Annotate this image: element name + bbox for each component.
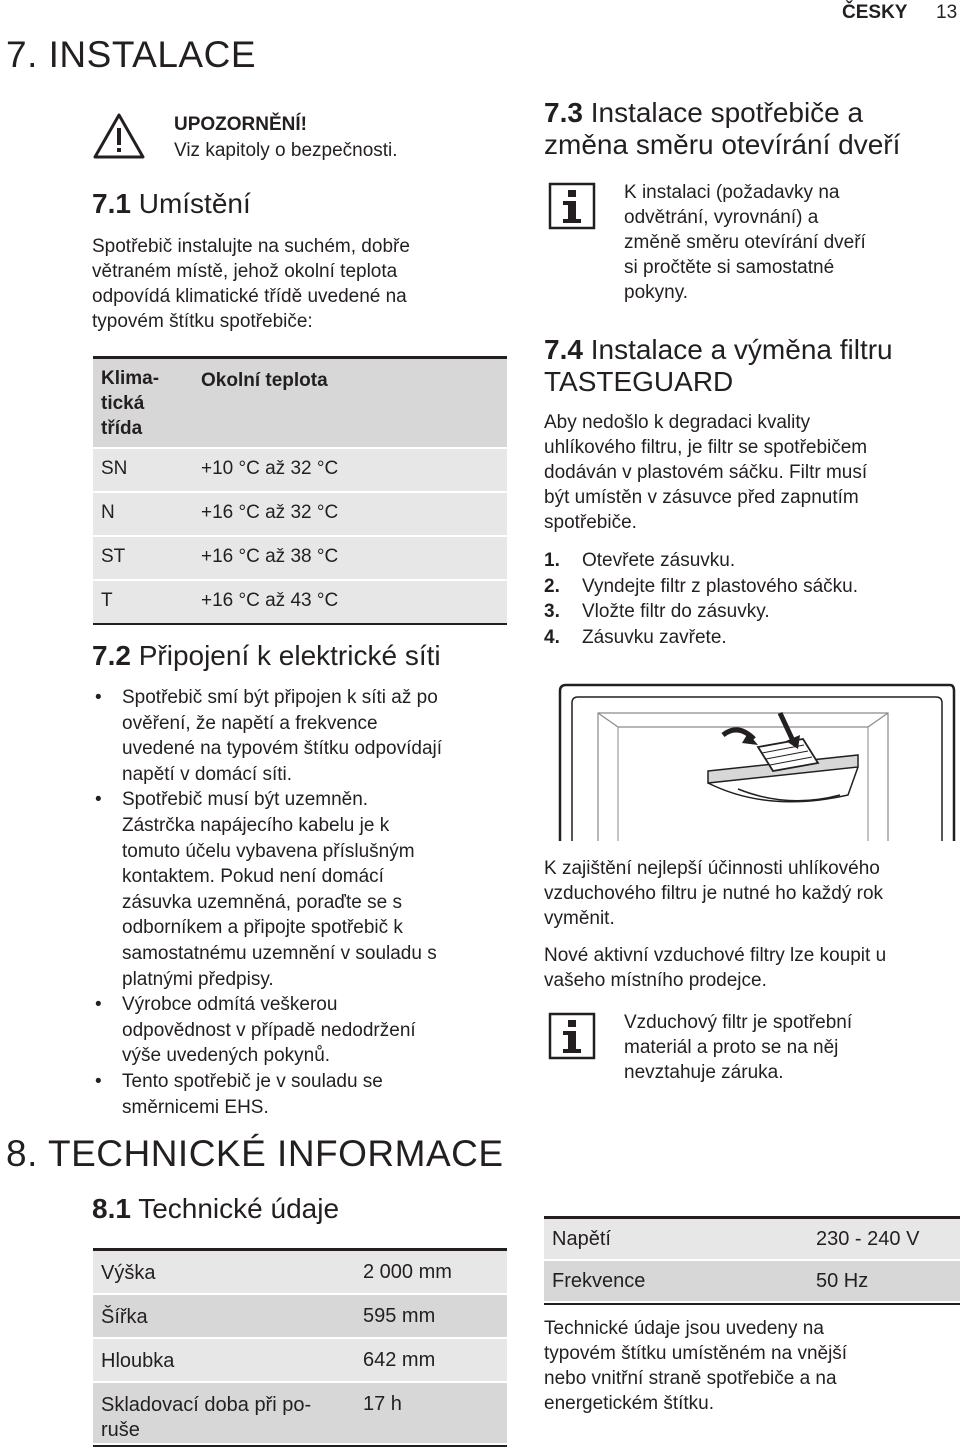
section-7-2-num: 7.2 <box>92 640 131 671</box>
section-7-4-info <box>624 1010 852 1085</box>
cell-temperature: +10 °C až 32 °C <box>201 458 339 479</box>
info-line: odvětrání, vyrovnání) a <box>624 207 819 228</box>
list-item <box>92 685 512 787</box>
paragraph-line: Nové aktivní vzduchové filtry lze koupit u <box>544 945 887 966</box>
paragraph-line: větraném místě, jehož okolní teplota <box>92 261 398 282</box>
climate-class-table <box>93 356 507 625</box>
cell-class: ST <box>101 546 126 567</box>
step-text: Zásuvku zavřete. <box>582 626 727 648</box>
table-rule <box>93 1445 507 1447</box>
cell-line: ruše <box>101 1419 140 1441</box>
cell-temperature: +16 °C až 38 °C <box>201 546 339 567</box>
note-line: Technické údaje jsou uvedeny na <box>544 1318 824 1339</box>
section-7-1-paragraph <box>92 234 410 334</box>
list-line: zásuvka uzemněná, poraďte se s <box>122 891 402 913</box>
list-line: Výrobce odmítá veškerou <box>122 994 338 1016</box>
table-row <box>544 1219 960 1261</box>
note-line: energetickém štítku. <box>544 1393 715 1414</box>
step-item <box>544 599 944 625</box>
section-8-1-title <box>92 1193 339 1225</box>
header-language: ČESKY <box>842 2 908 23</box>
step-text: Vložte filtr do zásuvky. <box>582 601 770 622</box>
table-row <box>544 1261 960 1303</box>
note-line: nebo vnitřní straně spotřebiče a na <box>544 1368 837 1389</box>
section-7-title: 7. INSTALACE <box>6 34 257 75</box>
cell-value: 2 000 mm <box>363 1261 452 1283</box>
paragraph-line: K zajištění nejlepší účinnosti uhlíkového <box>544 858 880 879</box>
warning-text: Viz kapitoly o bezpečnosti. <box>174 140 398 161</box>
cell-parameter: Hloubka <box>101 1350 175 1372</box>
paragraph-line: Aby nedošlo k degradaci kvality <box>544 412 811 433</box>
list-line: výše uvedených pokynů. <box>122 1045 331 1067</box>
step-number: 2. <box>544 575 560 597</box>
cell-parameter: Napětí <box>552 1228 611 1250</box>
section-7-2-title <box>92 640 441 672</box>
table-rule <box>93 623 507 625</box>
cell-value: 595 mm <box>363 1305 436 1327</box>
cell-parameter: Šířka <box>101 1306 148 1328</box>
list-line: uvedené na typovém štítku odpovídají <box>122 738 443 760</box>
info-line: Vzduchový filtr je spotřební <box>624 1012 853 1033</box>
paragraph-line: typovém štítku spotřebiče: <box>92 311 313 332</box>
header-ambient-temperature: Okolní teplota <box>201 370 328 391</box>
step-item <box>544 574 944 600</box>
cell-temperature: +16 °C až 32 °C <box>201 502 339 523</box>
paragraph-line: Spotřebič instalujte na suchém, dobře <box>92 236 410 257</box>
section-7-3-text-line2: změna směru otevírání dveří <box>544 129 901 160</box>
table-row <box>93 1383 507 1445</box>
cell-parameter <box>101 1393 351 1443</box>
list-line: kontaktem. Pokud není domácí <box>122 866 384 888</box>
step-number: 3. <box>544 601 560 622</box>
warning-triangle-icon <box>92 112 146 160</box>
list-line: platnými předpisy. <box>122 968 274 990</box>
paragraph-line: uhlíkového filtru, je filtr se spotřebičem <box>544 437 868 458</box>
paragraph-line: vyměnit. <box>544 908 615 929</box>
step-item <box>544 548 944 574</box>
electrical-data-table <box>544 1216 960 1305</box>
filter-install-steps <box>544 548 944 650</box>
step-text: Otevřete zásuvku. <box>582 550 736 571</box>
list-line: ověření, že napětí a frekvence <box>122 712 378 734</box>
cell-value: 17 h <box>363 1393 402 1415</box>
step-text: Vyndejte filtr z plastového sáčku. <box>582 575 858 597</box>
section-7-1-num: 7.1 <box>92 188 131 219</box>
cell-class: T <box>101 590 113 611</box>
section-7-3-num: 7.3 <box>544 97 583 128</box>
note-line: typovém štítku umístěném na vnější <box>544 1343 848 1364</box>
list-item <box>92 1069 512 1120</box>
list-item <box>92 992 512 1069</box>
section-7-4-text-line2: TASTEGUARD <box>544 366 734 397</box>
info-line: si pročtěte si samostatné <box>624 257 835 278</box>
table-row <box>93 535 507 579</box>
cell-parameter: Frekvence <box>552 1270 646 1292</box>
table-row <box>93 491 507 535</box>
section-8-1-num: 8.1 <box>92 1193 131 1224</box>
table-row <box>93 447 507 491</box>
info-line: materiál a proto se na něj <box>624 1037 839 1058</box>
cell-class: N <box>101 502 115 523</box>
technical-note <box>544 1316 847 1416</box>
section-7-4-num: 7.4 <box>544 334 583 365</box>
list-line: samostatnému uzemnění v souladu s <box>122 942 437 964</box>
list-line: napětí v domácí síti. <box>122 763 293 785</box>
header-line: Klima- <box>101 368 160 389</box>
list-line: odborníkem a připojte spotřebič k <box>122 917 403 939</box>
section-7-3-text: Instalace spotřebiče a <box>582 97 864 128</box>
list-item <box>92 787 512 992</box>
table-row <box>93 1339 507 1383</box>
info-icon <box>548 1012 596 1060</box>
step-number: 4. <box>544 626 560 648</box>
bullet-dot: • <box>95 687 102 708</box>
table-row <box>93 1251 507 1295</box>
list-line: Spotřebič smí být připojen k síti až po <box>122 687 438 708</box>
info-line: nevztahuje záruka. <box>624 1062 784 1083</box>
cell-class: SN <box>101 458 128 479</box>
header-climate-class <box>101 366 159 441</box>
section-7-4-paragraph-2 <box>544 856 883 931</box>
paragraph-line: vzduchového filtru je nutné ho každý rok <box>544 883 884 904</box>
table-rule <box>544 1303 960 1305</box>
warning-label: UPOZORNĚNÍ! <box>174 114 307 135</box>
table-row <box>93 579 507 623</box>
section-7-2-bullets <box>92 685 512 1120</box>
paragraph-line: vašeho místního prodejce. <box>544 970 767 991</box>
section-8-1-text: Technické údaje <box>130 1193 340 1224</box>
section-7-3-title <box>544 97 900 161</box>
table-row <box>93 1295 507 1339</box>
table-header <box>93 359 507 447</box>
paragraph-line: spotřebiče. <box>544 512 637 533</box>
bullet-dot: • <box>95 789 102 811</box>
step-item <box>544 625 944 651</box>
section-7-4-paragraph <box>544 410 867 535</box>
list-line: Spotřebič musí být uzemněn. <box>122 789 369 811</box>
technical-data-table <box>93 1248 507 1447</box>
section-7-4-text: Instalace a výměna filtru <box>582 334 893 365</box>
section-7-2-text: Připojení k elektrické síti <box>130 640 441 671</box>
section-8-title: 8. TECHNICKÉ INFORMACE <box>6 1133 504 1174</box>
cell-parameter: Výška <box>101 1262 156 1284</box>
cell-temperature: +16 °C až 43 °C <box>201 590 339 611</box>
list-line: Tento spotřebič je v souladu se <box>122 1070 383 1092</box>
section-7-4-paragraph-3 <box>544 943 886 993</box>
list-line: směrnicemi EHS. <box>122 1096 269 1118</box>
step-number: 1. <box>544 550 560 571</box>
paragraph-line: být umístěn v zásuvce před zapnutím <box>544 487 859 508</box>
paragraph-line: odpovídá klimatické třídě uvedené na <box>92 286 407 307</box>
header-line: tická <box>101 393 145 414</box>
list-line: tomuto účelu vybavena příslušným <box>122 840 415 862</box>
bullet-dot: • <box>95 994 102 1016</box>
cell-line: Skladovací doba při po- <box>101 1394 312 1416</box>
page-number: 13 <box>936 2 958 23</box>
list-line: Zástrčka napájecího kabelu je k <box>122 814 390 836</box>
filter-drawer-illustration <box>558 683 956 843</box>
section-7-1-text: Umístění <box>130 188 251 219</box>
section-7-1-title <box>92 188 251 220</box>
section-7-4-title <box>544 334 893 398</box>
paragraph-line: dodáván v plastovém sáčku. Filtr musí <box>544 462 868 483</box>
cell-value: 642 mm <box>363 1349 436 1371</box>
bullet-dot: • <box>95 1070 102 1092</box>
cell-value: 50 Hz <box>816 1270 869 1292</box>
list-line: odpovědnost v případě nedodržení <box>122 1019 416 1041</box>
info-line: změně směru otevírání dveří <box>624 232 866 253</box>
info-line: pokyny. <box>624 282 689 303</box>
section-7-3-info <box>624 180 866 305</box>
header-line: třída <box>101 418 143 439</box>
info-icon <box>548 182 596 230</box>
info-line: K instalaci (požadavky na <box>624 182 840 203</box>
cell-value: 230 - 240 V <box>816 1228 920 1250</box>
